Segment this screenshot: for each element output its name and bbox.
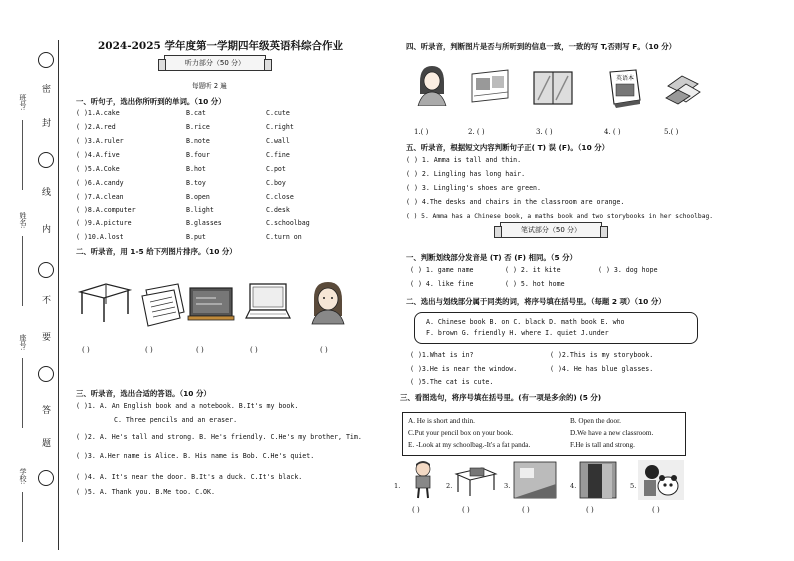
q1-option-b: B.cat [186, 109, 206, 117]
binding-hole [38, 366, 54, 382]
q1-option-a: ( )8.A.computer [76, 206, 136, 214]
q3-item-continued: C. Three pencils and an eraser. [114, 416, 238, 424]
binding-char: 密 [42, 85, 52, 95]
w3-number: 3. [504, 482, 511, 490]
binding-char: 不 [42, 296, 52, 306]
q4-book-picture [604, 68, 644, 108]
q3-heading: 三、听录音，选出合适的答语。（10 分） [76, 389, 211, 398]
binding-char: 题 [42, 439, 52, 449]
q4-books-picture [664, 72, 704, 106]
q2-answer-bracket[interactable]: ( ) [82, 346, 90, 354]
q5-item: ( ) 5. Amma has a Chinese book, a maths book and two storybooks in her schoolbag. [406, 213, 714, 220]
q1-option-c: C.wall [266, 137, 290, 145]
q1-option-b: B.toy [186, 179, 206, 187]
q1-option-a: ( )5.A.Coke [76, 165, 120, 173]
q4-answer-bracket[interactable]: 2. ( ) [468, 128, 485, 136]
w3-answer-bracket[interactable]: ( ) [462, 506, 470, 514]
q1-option-a: ( )3.A.ruler [76, 137, 124, 145]
q2-answer-bracket[interactable]: ( ) [320, 346, 328, 354]
binding-char: 要 [42, 333, 52, 343]
binding-hole [38, 52, 54, 68]
written-banner: 笔试部分（50 分） [500, 222, 602, 238]
w2-options-box [414, 312, 698, 344]
w3-boy-picture [404, 460, 442, 500]
q1-option-a: ( )1.A.cake [76, 109, 120, 117]
w3-option: B. Open the door. [570, 417, 621, 425]
w3-answer-bracket[interactable]: ( ) [652, 506, 660, 514]
page-title: 2024-2025 学年度第一学期四年级英语科综合作业 [98, 40, 343, 52]
w2-item: ( )3.He is near the window. [410, 365, 518, 373]
w1-item: ( ) 3. dog hope [598, 266, 658, 274]
q2-answer-bracket[interactable]: ( ) [145, 346, 153, 354]
q1-option-a: ( )7.A.clean [76, 193, 124, 201]
q3-item: ( )1. A. An English book and a notebook. B.It's my book. [76, 402, 299, 410]
q1-option-c: C.schoolbag [266, 219, 310, 227]
w3-answer-bracket[interactable]: ( ) [522, 506, 530, 514]
w3-option: D.We have a new classroom. [570, 429, 654, 437]
q4-girl-picture [414, 64, 450, 106]
w3-option: E. -Look at my schoolbag.-It's a fat panda. [408, 441, 531, 449]
q1-option-c: C.cute [266, 109, 290, 117]
w3-number: 5. [630, 482, 637, 490]
q1-option-a: ( )10.A.lost [76, 233, 124, 241]
binding-char: 封 [42, 119, 52, 129]
q2-answer-bracket[interactable]: ( ) [196, 346, 204, 354]
q4-answer-bracket[interactable]: 1.( ) [414, 128, 429, 136]
fill-line [22, 120, 23, 190]
w1-item: ( ) 4. like fine [410, 280, 474, 288]
w1-heading: 一、判断划线部分发音是 (T) 否 (F) 相同。（5 分） [406, 253, 577, 262]
w3-number: 2. [446, 482, 453, 490]
fill-line [22, 236, 23, 306]
seat-number-label: 座号: [19, 334, 27, 351]
q4-heading: 四、听录音，判断图片是否与所听到的信息一致，一致的写 T,否则写 F。（10 分） [406, 42, 677, 51]
school-label: 学校: [19, 468, 27, 485]
q1-option-c: C.turn on [266, 233, 302, 241]
w2-item: ( )4. He has blue glasses. [550, 365, 654, 373]
q2-answer-bracket[interactable]: ( ) [250, 346, 258, 354]
w3-heading: 三、看图选句，将序号填在括号里。(有一项是多余的) (5 分) [400, 393, 602, 402]
w3-panda-picture [638, 460, 684, 500]
w3-number: 4. [570, 482, 577, 490]
blackboard-picture [186, 284, 236, 324]
w3-desk-picture [454, 462, 498, 498]
q5-item: ( ) 4.The desks and chairs in the classroom are orange. [406, 198, 625, 206]
w3-option: C.Put your pencil box on your book. [408, 429, 514, 437]
q1-option-c: C.boy [266, 179, 286, 187]
w2-item: ( )5.The cat is cute. [410, 378, 494, 386]
w2-item: ( )2.This is my storybook. [550, 351, 654, 359]
q1-option-a: ( )6.A.candy [76, 179, 124, 187]
w2-options-line: F. brown G. friendly H. where I. quiet J.under [426, 329, 609, 337]
class-number-label: 班号: [19, 94, 27, 111]
q3-item: ( )4. A. It's near the door. B.It's a duck. C.It's black. [76, 473, 303, 481]
q1-option-b: B.note [186, 137, 210, 145]
q3-item: ( )5. A. Thank you. B.Me too. C.OK. [76, 488, 215, 496]
w3-answer-bracket[interactable]: ( ) [412, 506, 420, 514]
w1-item: ( ) 1. game name [410, 266, 474, 274]
w3-room-picture [512, 460, 558, 500]
q1-option-b: B.glasses [186, 219, 222, 227]
q1-option-b: B.hot [186, 165, 206, 173]
q1-option-a: ( )4.A.five [76, 151, 120, 159]
q1-option-c: C.close [266, 193, 294, 201]
q4-answer-bracket[interactable]: 5.( ) [664, 128, 679, 136]
q1-option-b: B.put [186, 233, 206, 241]
q5-item: ( ) 1. Amma is tall and thin. [406, 156, 522, 164]
w3-number: 1. [394, 482, 401, 490]
binding-char: 内 [42, 225, 52, 235]
binding-hole [38, 262, 54, 278]
q5-heading: 五、听录音，根据短文内容判断句子正( T) 误 (F)。（10 分） [406, 143, 610, 152]
q1-option-c: C.right [266, 123, 294, 131]
q4-classroom-picture [468, 68, 514, 108]
binding-hole [38, 152, 54, 168]
name-label: 姓名: [19, 212, 27, 229]
q1-option-a: ( )2.A.red [76, 123, 116, 131]
binding-hole [38, 470, 54, 486]
w3-door-picture [578, 460, 618, 500]
fill-line [22, 358, 23, 428]
q2-heading: 二、听录音，用 1-5 给下列图片排序。（10 分） [76, 247, 237, 256]
notebooks-picture [138, 282, 190, 328]
fill-line [22, 492, 23, 542]
book-cover-text: 英语本 [616, 75, 635, 82]
q1-option-b: B.rice [186, 123, 210, 131]
binding-line [58, 40, 59, 550]
q5-item: ( ) 2. Lingling has long hair. [406, 170, 526, 178]
table-picture [76, 280, 132, 324]
q1-option-a: ( )9.A.picture [76, 219, 132, 227]
w3-answer-bracket[interactable]: ( ) [586, 506, 594, 514]
laptop-picture [244, 282, 292, 326]
w2-item: ( )1.What is in? [410, 351, 474, 359]
q4-answer-bracket[interactable]: 4. ( ) [604, 128, 621, 136]
w1-item: ( ) 2. it kite [505, 266, 561, 274]
binding-char: 答 [42, 406, 52, 416]
q1-item [76, 109, 120, 118]
q1-option-b: B.four [186, 151, 210, 159]
listen-twice-note: 每题听 2 遍 [192, 82, 227, 90]
binding-char: 线 [42, 188, 52, 198]
q1-option-c: C.pot [266, 165, 286, 173]
listening-banner: 听力部分（50 分） [164, 55, 266, 71]
q1-option-b: B.open [186, 193, 210, 201]
q3-item: ( )2. A. He's tall and strong. B. He's friendly. C.He's my brother, Tim. [76, 433, 362, 441]
w2-options-line: A. Chinese book B. on C. black D. math book E. who [426, 318, 625, 326]
w3-option: F.He is tall and strong. [570, 441, 635, 449]
w1-item: ( ) 5. hot home [505, 280, 565, 288]
q1-option-c: C.fine [266, 151, 290, 159]
girl-picture [304, 278, 352, 326]
q1-option-b: B.light [186, 206, 214, 214]
q4-answer-bracket[interactable]: 3. ( ) [536, 128, 553, 136]
w3-option: A. He is short and thin. [408, 417, 475, 425]
q1-option-c: C.desk [266, 206, 290, 214]
q5-item: ( ) 3. Lingling's shoes are green. [406, 184, 541, 192]
q3-item: ( )3. A.Her name is Alice. B. His name is Bob. C.He's quiet. [76, 452, 315, 460]
q4-window-picture [532, 70, 574, 106]
w2-heading: 二、选出与划线部分属于同类的词，将序号填在括号里。（每题 2 项）（10 分） [406, 297, 666, 306]
q1-heading: 一、听句子，选出你所听到的单词。（10 分） [76, 97, 226, 106]
